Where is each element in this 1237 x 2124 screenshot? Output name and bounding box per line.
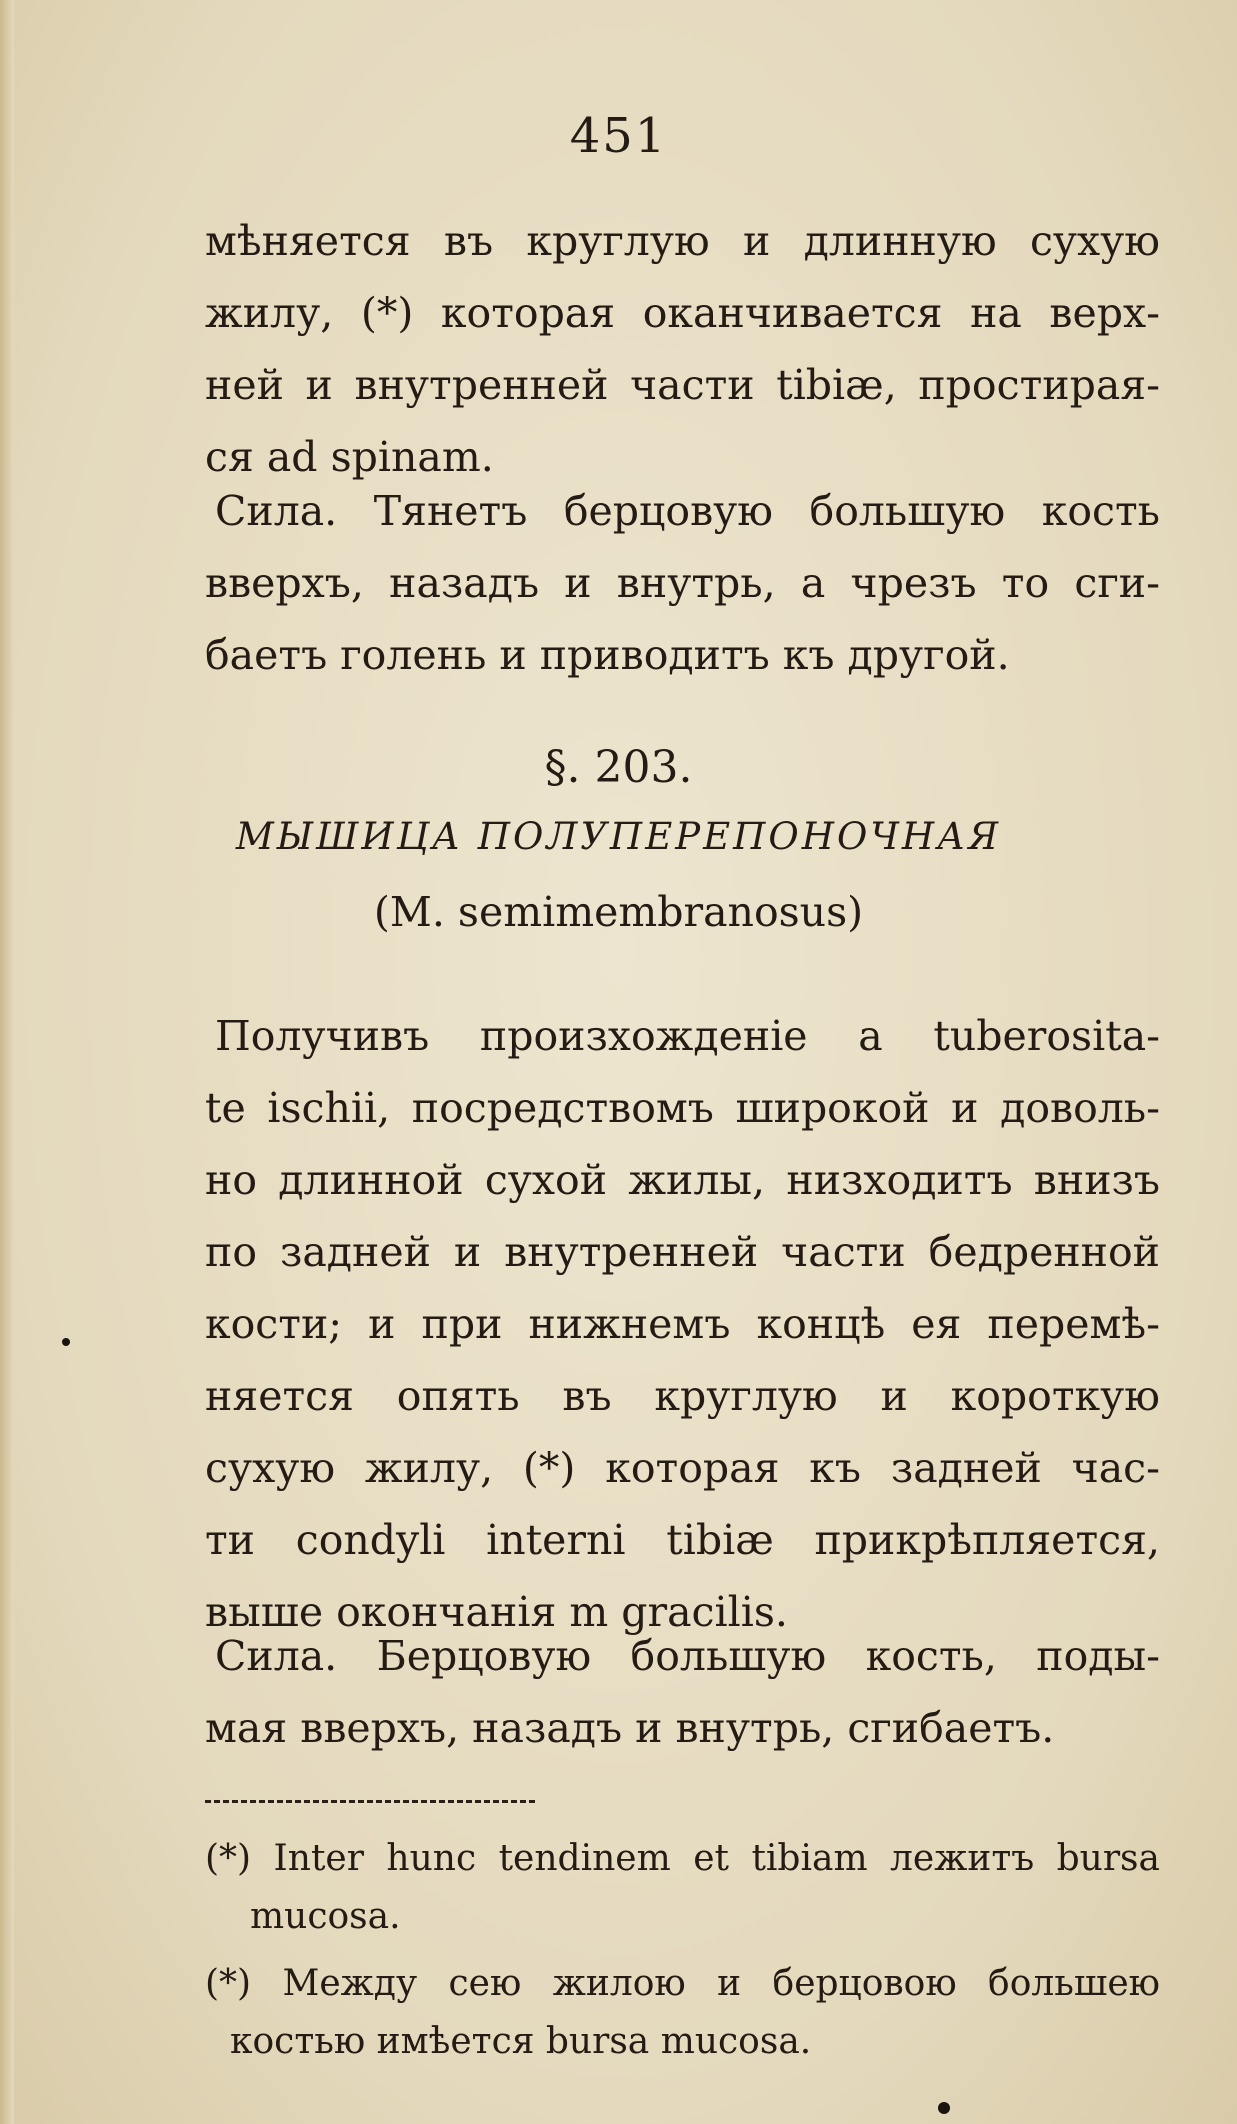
text-line: мѣняется въ круглую и длинную сухую xyxy=(205,217,1160,265)
text-line: ней и внутренней части tibiæ, простирая- xyxy=(205,361,1160,409)
paragraph-force-1 xyxy=(205,475,1160,691)
text-line: няется опять въ круглую и короткую xyxy=(205,1372,1160,1420)
section-title: МЫШИЦА ПОЛУПЕРЕПОНОЧНАЯ xyxy=(235,815,1002,858)
text-line: ти condyli interni tibiæ прикрѣпляется, xyxy=(205,1516,1160,1564)
text-line: выше окончанія m gracilis. xyxy=(205,1588,788,1636)
page-gutter-shadow xyxy=(0,0,14,2124)
text-line: Сила. Берцовую большую кость, поды- xyxy=(215,1632,1160,1680)
text-line: жилу, (*) которая оканчивается на верх- xyxy=(205,289,1160,337)
footnote-1 xyxy=(205,1830,1160,1946)
text-line: кости; и при нижнемъ концѣ ея перемѣ- xyxy=(205,1300,1160,1348)
text-line: баетъ голень и приводитъ къ другой. xyxy=(205,631,1010,679)
paragraph-description xyxy=(205,1000,1160,1648)
footnote-line: костью имѣется bursa mucosa. xyxy=(230,2021,812,2062)
footnote-divider xyxy=(205,1800,535,1803)
footnote-line: (*) Между сею жилою и берцовою большею xyxy=(205,1963,1160,2004)
text-line: но длинной сухой жилы, низходитъ внизъ xyxy=(205,1156,1160,1204)
text-line: по задней и внутренней части бедренной xyxy=(205,1228,1160,1276)
text-line: Сила. Тянетъ берцовую большую кость xyxy=(215,487,1160,535)
footnote-line: (*) Inter hunc tendinem et tibiam лежитъ bursa xyxy=(205,1838,1160,1879)
paragraph-force-2 xyxy=(205,1620,1160,1764)
footnote-2 xyxy=(205,1955,1160,2071)
ink-speck xyxy=(938,2102,950,2114)
section-subtitle: (M. semimembranosus) xyxy=(373,888,864,936)
section-number: §. 203. xyxy=(544,742,693,793)
text-line: вверхъ, назадъ и внутрь, а чрезъ то сги- xyxy=(205,559,1160,607)
text-line: сухую жилу, (*) которая къ задней час- xyxy=(205,1444,1160,1492)
page-number: 451 xyxy=(569,108,668,164)
paragraph-continuation xyxy=(205,205,1160,493)
text-line: ся ad spinam. xyxy=(205,433,494,481)
text-line: Получивъ произхожденіе a tuberosita- xyxy=(215,1012,1160,1060)
text-line: мая вверхъ, назадъ и внутрь, сгибаетъ. xyxy=(205,1704,1055,1752)
text-line: te ischii, посредствомъ широкой и доволь- xyxy=(205,1084,1160,1132)
footnote-line: mucosa. xyxy=(250,1896,401,1937)
ink-speck xyxy=(62,1338,70,1346)
